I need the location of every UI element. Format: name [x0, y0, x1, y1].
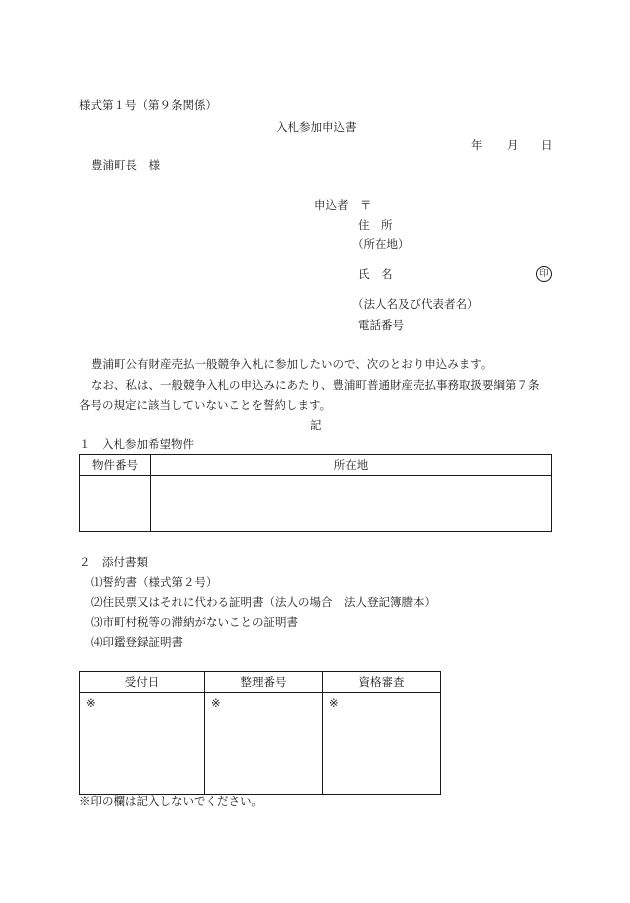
- footnote: ※印の欄は記入しないでください。: [79, 794, 263, 808]
- table-header-row: [80, 455, 552, 476]
- addressee: 豊浦町長 様: [91, 158, 160, 172]
- ki-heading: 記: [310, 418, 322, 432]
- postal-mark: 〒: [360, 198, 372, 212]
- body-line-2: なお、私は、一般競争入札の申込みにあたり、豊浦町普通財産売払事務取扱要綱第７条: [91, 378, 540, 392]
- property-table: [79, 454, 552, 532]
- list-item: ⑶市町村税等の滞納がないことの証明書: [91, 615, 298, 629]
- list-item: ⑷印鑑登録証明書: [91, 635, 183, 649]
- date-month: 月: [507, 138, 519, 152]
- received-date-cell: ※: [80, 693, 205, 795]
- date-year: 年: [471, 138, 483, 152]
- office-use-table: [79, 671, 441, 795]
- seal-mark: 印: [536, 266, 552, 282]
- document-title: 入札参加申込書: [276, 120, 357, 134]
- section2-heading: ２ 添付書類: [79, 555, 148, 569]
- table-row: [80, 476, 552, 532]
- table-header-row: [80, 672, 441, 693]
- name-sublabel: （法人名及び代表者名）: [352, 297, 479, 311]
- location-cell[interactable]: [151, 476, 552, 532]
- date-day: 日: [541, 138, 553, 152]
- applicant-label: 申込者: [314, 198, 349, 212]
- col-location: 所在地: [151, 455, 552, 476]
- property-number-cell[interactable]: [80, 476, 151, 532]
- body-line-3: 各号の規定に該当していないことを誓約します。: [79, 398, 332, 412]
- phone-label: 電話番号: [358, 318, 404, 332]
- table-row: [80, 693, 441, 795]
- qualification-review-cell: ※: [323, 693, 441, 795]
- form-number: 様式第１号（第９条関係）: [79, 98, 217, 112]
- reference-number-cell: ※: [205, 693, 323, 795]
- col-qualification-review: 資格審査: [323, 672, 441, 693]
- col-property-number: 物件番号: [80, 455, 151, 476]
- address-sublabel: （所在地）: [352, 237, 410, 251]
- address-label: 住 所: [358, 218, 393, 232]
- list-item: ⑵住民票又はそれに代わる証明書（法人の場合 法人登記簿謄本）: [91, 595, 436, 609]
- col-reference-number: 整理番号: [205, 672, 323, 693]
- name-label: 氏 名: [358, 267, 393, 281]
- col-received-date: 受付日: [80, 672, 205, 693]
- section1-heading: １ 入札参加希望物件: [79, 437, 194, 451]
- list-item: ⑴誓約書（様式第２号）: [91, 575, 218, 589]
- body-line-1: 豊浦町公有財産売払一般競争入札に参加したいので、次のとおり申込みます。: [91, 357, 493, 371]
